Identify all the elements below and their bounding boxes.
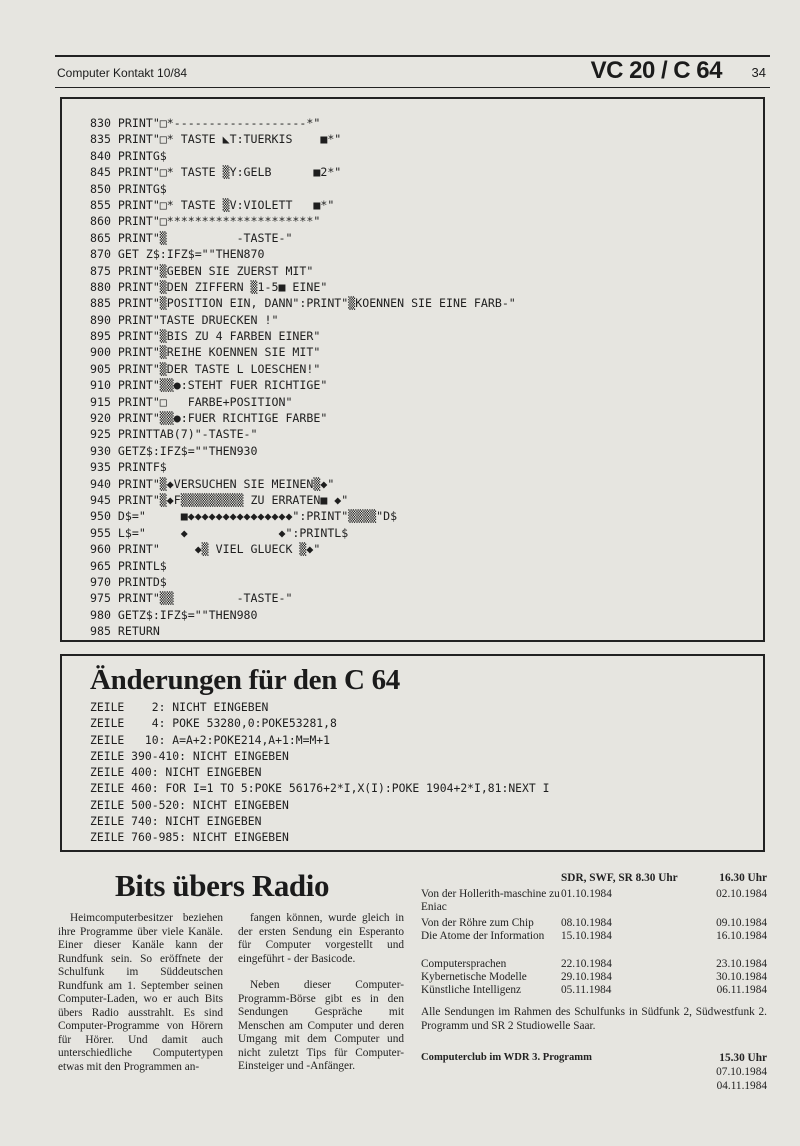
change-line: ZEILE 500-520: NICHT EINGEBEN [90,797,289,812]
episode-title: Kybernetische Modelle [421,971,527,983]
date-1: 01.10.1984 [561,888,612,900]
episode-title: Von der Hollerith-maschine zu Eniac [421,888,560,913]
listing-line: 940 PRINT"▒◆VERSUCHEN SIE MEINEN▒◆" [90,476,335,491]
schedule-header-left: SDR, SWF, SR 8.30 Uhr [561,872,678,884]
change-line: ZEILE 400: NICHT EINGEBEN [90,765,262,780]
change-line: ZEILE 2: NICHT EINGEBEN [90,700,269,714]
article-column-2 [238,912,404,1074]
program-listing-box [60,97,765,642]
episode-title: Die Atome der Information [421,930,545,942]
listing-line: 960 PRINT" ◆▒ VIEL GLUECK ▒◆" [90,542,321,557]
listing-line: 930 GETZ$:IFZ$=""THEN930 [90,443,258,458]
page-number: 34 [751,65,766,80]
schedule-header-right: 16.30 Uhr [719,872,767,884]
listing-line: 870 GET Z$:IFZ$=""THEN870 [90,247,265,262]
article-title: Bits übers Radio [115,868,330,903]
date-2: 23.10.1984 [716,958,767,970]
listing-line: 920 PRINT"▒▒●:FUER RICHTIGE FARBE" [90,411,328,426]
date-2: 02.10.1984 [716,888,767,900]
listing-line: 840 PRINTG$ [90,148,167,163]
episode-title: Künstliche Intelligenz [421,984,522,996]
listing-line: 860 PRINT"□*********************" [90,214,321,229]
club-date: 07.10.1984 [716,1066,767,1078]
page-header [55,55,770,88]
listing-line: 915 PRINT"□ FARBE+POSITION" [90,394,293,409]
listing-line: 905 PRINT"▒DER TASTE L LOESCHEN!" [90,361,321,376]
date-1: 15.10.1984 [561,930,612,942]
change-line: ZEILE 390-410: NICHT EINGEBEN [90,748,289,763]
date-1: 22.10.1984 [561,958,612,970]
schedule-note: Alle Sendungen im Rahmen des Schulfunks in Südfunk 2, Südwestfunk 2. Programm und SR 2 Studiowelle Saar. [421,1006,767,1032]
listing-line: 985 RETURN [90,624,160,639]
listing-line: 850 PRINTG$ [90,181,167,196]
date-2: 30.10.1984 [716,971,767,983]
listing-line: 925 PRINTTAB(7)"-TASTE-" [90,427,258,442]
date-2: 06.11.1984 [716,984,767,996]
change-line: ZEILE 740: NICHT EINGEBEN [90,814,262,829]
listing-line: 900 PRINT"▒REIHE KOENNEN SIE MIT" [90,345,321,360]
listing-line: 950 D$=" ■◆◆◆◆◆◆◆◆◆◆◆◆◆◆◆":PRINT"▒▒▒▒"D$ [90,509,398,524]
listing-line: 910 PRINT"▒▒●:STEHT FUER RICHTIGE" [90,378,328,393]
listing-line: 965 PRINTL$ [90,558,167,573]
section-title: VC 20 / C 64 [590,57,722,84]
changes-list [90,699,549,846]
magazine-name: Computer Kontakt 10/84 [57,66,188,80]
article-paragraph: Neben dieser Computer-Programm-Börse gibt es in den Sendungen Gespräche mit Menschen am Computer und deren Umgang mit dem Computer und nicht zuletzt Tips für Computer-Einsteiger und -Anfänger. [238,979,404,1072]
listing-line: 975 PRINT"▒▒ -TASTE-" [90,591,293,606]
club-time: 15.30 Uhr [719,1052,767,1064]
change-line: ZEILE 460: FOR I=1 TO 5:POKE 56176+2*I,X(I):POKE 1904+2*I,81:NEXT I [90,781,550,796]
listing-line: 875 PRINT"▒GEBEN SIE ZUERST MIT" [90,263,314,278]
listing-line: 980 GETZ$:IFZ$=""THEN980 [90,607,258,622]
article-paragraph: fangen können, wurde gleich in der ersten Sendung ein Esperanto für Computer vorgestellt und eingeführt - der Basicode. [238,912,404,965]
listing-line: 895 PRINT"▒BIS ZU 4 FARBEN EINER" [90,329,321,344]
club-date: 04.11.1984 [716,1080,767,1092]
listing-line: 955 L$=" ◆ ◆":PRINTL$ [90,525,349,540]
date-1: 08.10.1984 [561,917,612,929]
c64-changes-box [60,654,765,852]
club-title: Computerclub im WDR 3. Programm [421,1052,592,1063]
date-2: 09.10.1984 [716,917,767,929]
listing-line: 830 PRINT"□*-------------------*" [90,116,321,130]
listing-line: 970 PRINTD$ [90,574,167,589]
listing-line: 935 PRINTF$ [90,460,167,475]
program-listing [90,115,516,640]
change-line: ZEILE 760-985: NICHT EINGEBEN [90,830,289,845]
listing-line: 855 PRINT"□* TASTE ▒V:VIOLETT ■*" [90,197,335,212]
listing-line: 845 PRINT"□* TASTE ▒Y:GELB ■2*" [90,165,342,180]
episode-title: Computersprachen [421,958,507,970]
date-1: 05.11.1984 [561,984,612,996]
listing-line: 890 PRINT"TASTE DRUECKEN !" [90,312,279,327]
changes-title: Änderungen für den C 64 [90,664,401,696]
episode-title: Von der Röhre zum Chip [421,917,534,929]
date-1: 29.10.1984 [561,971,612,983]
article-column-1 [58,912,223,1074]
listing-line: 880 PRINT"▒DEN ZIFFERN ▒1-5■ EINE" [90,279,328,294]
listing-line: 885 PRINT"▒POSITION EIN, DANN":PRINT"▒KOENNEN SIE EINE FARB-" [90,296,516,311]
article-paragraph: Heimcomputerbesitzer beziehen ihre Programme über viele Kanäle. Einer dieser Kanäle kann der Rundfunk sein. So eröffnete der Schulfunk im Süddeutschen Rundfunk am 1. September seinen Computer-Laden, wo er auch Bits übers Radio ausstrahlt. Es sind Computer-Programme von Hörern für Hörer. Und damit auch unterschiedliche Computertypen etwas mit den Programmen an- [58,912,223,1073]
listing-line: 945 PRINT"▒◆F▒▒▒▒▒▒▒▒▒ ZU ERRATEN■ ◆" [90,492,349,507]
listing-line: 835 PRINT"□* TASTE ◣T:TUERKIS ■*" [90,132,342,147]
change-line: ZEILE 4: POKE 53280,0:POKE53281,8 [90,716,337,731]
date-2: 16.10.1984 [716,930,767,942]
listing-line: 865 PRINT"▒ -TASTE-" [90,230,293,245]
change-line: ZEILE 10: A=A+2:POKE214,A+1:M=M+1 [90,732,331,747]
